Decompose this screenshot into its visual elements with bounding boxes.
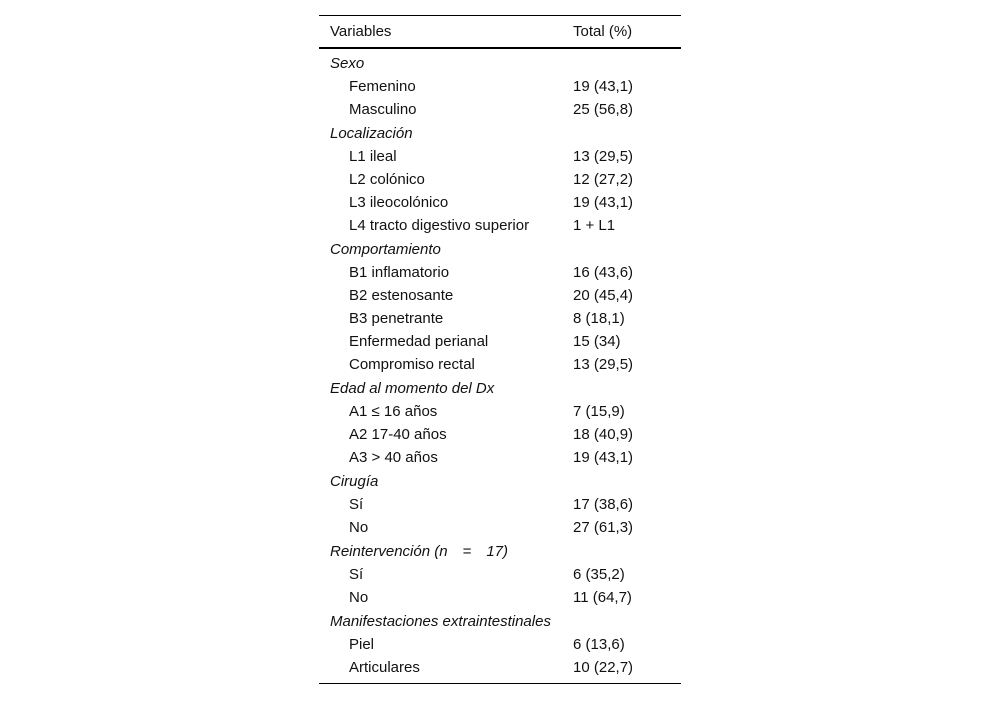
bottom-rule [319, 683, 681, 684]
category-label: Sexo [330, 54, 365, 72]
row-label: A2 17-40 años [349, 426, 447, 443]
row-value: 10 (22,7) [573, 659, 634, 676]
category-label: Cirugía [330, 472, 379, 490]
row-label: A1 ≤ 16 años [349, 403, 438, 420]
table-row [319, 633, 681, 656]
category-row [319, 376, 681, 400]
row-value: 15 (34) [573, 333, 621, 350]
category-label: Reintervención (n = 17) [330, 542, 509, 560]
row-value: 6 (35,2) [573, 566, 625, 583]
row-label: L1 ileal [349, 148, 397, 165]
category-row [319, 121, 681, 145]
category-label: Manifestaciones extraintestinales [330, 612, 551, 630]
row-label: Sí [349, 496, 364, 513]
category-row [319, 237, 681, 261]
row-label: Femenino [349, 78, 416, 95]
category-row [319, 539, 681, 563]
row-value: 13 (29,5) [573, 148, 634, 165]
row-label: L2 colónico [349, 171, 425, 188]
category-row [319, 609, 681, 633]
row-label: No [349, 589, 369, 606]
row-label: Masculino [349, 101, 417, 118]
row-value: 19 (43,1) [573, 78, 634, 95]
table-row [319, 307, 681, 330]
table-row [319, 191, 681, 214]
row-value: 11 (64,7) [573, 589, 632, 606]
category-row [319, 51, 681, 75]
table-row [319, 656, 681, 679]
category-label: Localización [330, 124, 413, 142]
row-label: L3 ileocolónico [349, 194, 449, 211]
row-label: No [349, 519, 369, 536]
row-value: 20 (45,4) [573, 287, 634, 304]
header-variables: Variables [330, 23, 392, 40]
row-value: 16 (43,6) [573, 264, 634, 281]
row-label: Articulares [349, 659, 420, 676]
row-label: L4 tracto digestivo superior [349, 217, 530, 234]
table-row [319, 284, 681, 307]
table-row [319, 98, 681, 121]
category-row [319, 469, 681, 493]
table-row [319, 353, 681, 376]
row-value: 7 (15,9) [573, 403, 625, 420]
row-value: 25 (56,8) [573, 101, 634, 118]
row-value: 6 (13,6) [573, 636, 625, 653]
row-value: 19 (43,1) [573, 449, 634, 466]
table-row [319, 261, 681, 284]
row-value: 12 (27,2) [573, 171, 634, 188]
category-label: Edad al momento del Dx [330, 379, 495, 397]
table-row [319, 214, 681, 237]
table-row [319, 168, 681, 191]
table-row [319, 586, 681, 609]
row-value: 13 (29,5) [573, 356, 634, 373]
category-label: Comportamiento [330, 240, 441, 258]
table-row [319, 446, 681, 469]
row-label: A3 > 40 años [349, 449, 438, 466]
table-row [319, 423, 681, 446]
row-label: Compromiso rectal [349, 356, 475, 373]
table-header [319, 16, 681, 47]
row-label: Sí [349, 566, 364, 583]
row-value: 27 (61,3) [573, 519, 634, 536]
row-value: 1 + L1 [573, 217, 616, 234]
row-label: Piel [349, 636, 375, 653]
row-value: 19 (43,1) [573, 194, 634, 211]
table-row [319, 145, 681, 168]
row-value: 18 (40,9) [573, 426, 634, 443]
row-label: B3 penetrante [349, 310, 444, 327]
table-row [319, 330, 681, 353]
header-total: Total (%) [573, 23, 633, 40]
row-value: 8 (18,1) [573, 310, 625, 327]
data-table [319, 15, 681, 684]
row-label: Enfermedad perianal [349, 333, 489, 350]
row-value: 17 (38,6) [573, 496, 634, 513]
table-row [319, 563, 681, 586]
table-body [319, 51, 681, 679]
table-row [319, 493, 681, 516]
table-row [319, 400, 681, 423]
table-row [319, 516, 681, 539]
row-label: B1 inflamatorio [349, 264, 450, 281]
row-label: B2 estenosante [349, 287, 454, 304]
table-row [319, 75, 681, 98]
